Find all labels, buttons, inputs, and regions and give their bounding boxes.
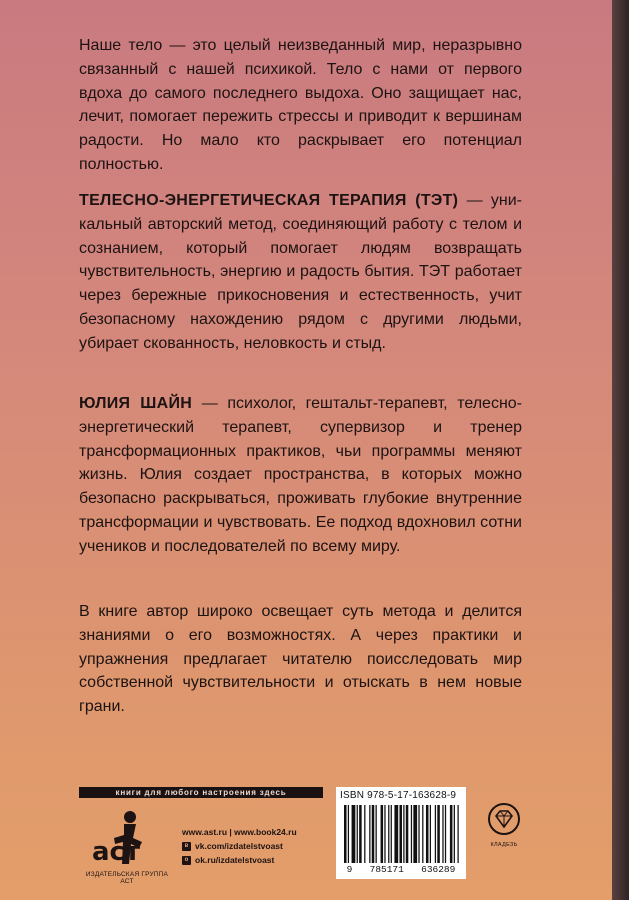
ast-logo-icon [84, 808, 164, 868]
logo-text: аст [92, 837, 141, 867]
author-name: ЮЛИЯ ШАЙН [79, 395, 193, 412]
sites-link[interactable]: www.ast.ru | www.book24.ru [182, 827, 297, 837]
method-paragraph: ТЕЛЕСНО-ЭНЕРГЕТИЧЕСКАЯ ТЕРАПИЯ (ТЭТ) — уникальный авторский метод, соединяющий работу с телом и сознанием, который помогает людям возвращать чувствительность, энергию и радость бытия. ТЭТ работает через бережные прикосновения и естественность, учит безопасному нахождению рядом с другими людьми, убирает скованность, неловкость и стыд. [79, 192, 522, 352]
vk-link[interactable]: vk.com/izdatelstvoast [195, 841, 283, 851]
intro-paragraph: Наше тело — это целый неизведанный мир, неразрывно связанный с нашей психикой. Тело с нами от первого вдоха до самого последнего выдоха. Оно защищает нас, лечит, помогает пережить стрессы и приводит к вершинам радости. Но мало кто раскрывает его потенциал полностью. [79, 37, 522, 173]
vk-icon: в [182, 842, 191, 851]
isbn-text: ISBN 978-5-17-163628-9 [340, 790, 457, 801]
barcode-icon [344, 805, 460, 863]
tagline-banner: книги для любого настроения здесь [79, 787, 323, 798]
ok-link[interactable]: ok.ru/izdatelstvoast [195, 855, 275, 865]
summary-paragraph: В книге автор широко освещает суть метода и делится знаниями о его возможностях. А через практики и упражнения предлагает читателю поисследовать мир собственной чувствительности и отыскать в нем новые грани. [79, 603, 522, 716]
publisher-name: ИЗДАТЕЛЬСКАЯ ГРУППА АСТ [85, 871, 169, 885]
barcode-panel [336, 787, 466, 879]
author-paragraph: ЮЛИЯ ШАЙН — психолог, гештальт-терапевт, телесно-энергетический терапевт, супервизор и тренер трансформационных практиков, чьи программы меняют жизнь. Юлия создает пространства, в которых можно безопасно раскрываться, проживать глубокие внутренние трансформации и чувствовать. Ее подход вдохновил сотни учеников и последователей по всему миру. [79, 395, 523, 555]
publisher-links [182, 825, 297, 867]
kladez-label: КЛАДЕЗЬ [490, 842, 518, 848]
ean-digits: 9 785171 636289 [346, 864, 456, 875]
ok-icon: о [182, 856, 191, 865]
kladez-diamond-icon [487, 802, 521, 836]
method-title: ТЕЛЕСНО-ЭНЕРГЕТИЧЕСКАЯ ТЕРАПИЯ (ТЭТ) [79, 192, 459, 209]
cover-edge [612, 0, 629, 900]
kladez-logo [484, 802, 524, 846]
